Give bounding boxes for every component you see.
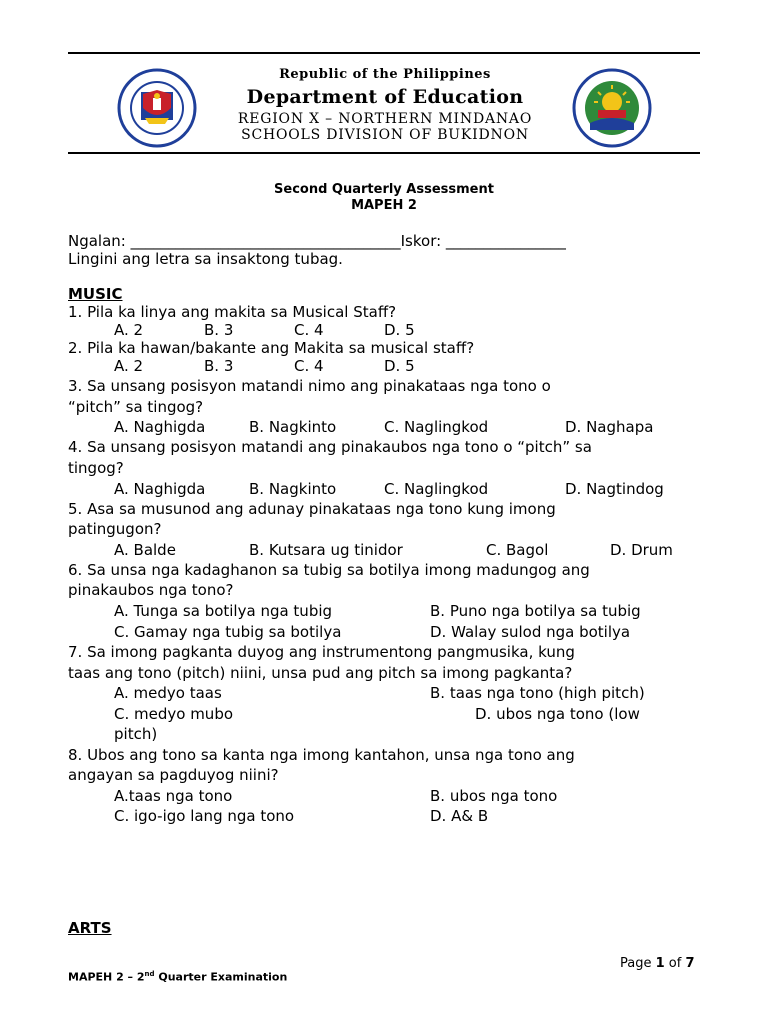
q3-option-d[interactable]: D. Naghapa [565,418,654,436]
q6-option-a[interactable]: A. Tunga sa botilya nga tubig [114,602,333,620]
footer-text-post: Quarter Examination [154,970,288,984]
question-5-line-2: patingugon? [68,520,162,538]
q4-option-d[interactable]: D. Nagtindog [565,480,664,498]
header-department: Department of Education [246,86,524,108]
question-3-line-1: 3. Sa unsang posisyon matandi nimo ang pinakataas nga tono o [68,377,551,395]
score-blank[interactable]: ________________ [445,232,566,250]
page-number: 1 [655,956,665,971]
question-5-line-1: 5. Asa sa musunod ang adunay pinakataas nga tono kung imong [68,500,556,518]
score-label: Iskor: [400,232,446,250]
q2-option-a[interactable]: A. 2 [114,357,144,375]
q3-option-c[interactable]: C. Naglingkod [384,418,489,436]
q2-option-c[interactable]: C. 4 [294,357,324,375]
q3-option-a[interactable]: A. Naghigda [114,418,206,436]
instruction: Lingini ang letra sa insaktong tubag. [68,250,343,268]
q8-option-d[interactable]: D. A& B [430,807,489,825]
q7-option-c[interactable]: C. medyo mubo [114,705,234,723]
footer-text-pre: MAPEH 2 – 2 [68,970,145,984]
q6-option-b[interactable]: B. Puno nga botilya sa tubig [430,602,641,620]
q8-option-b[interactable]: B. ubos nga tono [430,787,558,805]
q4-option-b[interactable]: B. Nagkinto [249,480,337,498]
question-7-line-1: 7. Sa imong pagkanta duyog ang instrumentong pangmusika, kung [68,643,575,661]
header-republic: Republic of the Philippines [279,67,491,82]
q7-option-d[interactable]: D. ubos nga tono (low [475,705,640,723]
header-bottom-rule [68,152,700,154]
question-4-line-1: 4. Sa unsang posisyon matandi ang pinakaubos nga tono o “pitch” sa [68,438,592,456]
q5-option-a[interactable]: A. Balde [114,541,176,559]
question-8-line-2: angayan sa pagduyog niini? [68,766,279,784]
q8-option-a[interactable]: A.taas nga tono [114,787,233,805]
footer-exam-label [68,970,287,984]
of-label: of [664,956,686,971]
question-6-line-2: pinakaubos nga tono? [68,581,234,599]
page-total: 7 [685,956,695,971]
section-arts-heading: ARTS [68,919,112,937]
header-region: REGION X – NORTHERN MINDANAO [237,111,533,127]
q5-option-d[interactable]: D. Drum [610,541,673,559]
bukidnon-division-seal-logo [572,68,652,148]
q7-option-b[interactable]: B. taas nga tono (high pitch) [430,684,645,702]
section-music-heading: MUSIC [68,285,123,303]
name-score-line [68,232,566,251]
question-7-line-2: taas ang tono (pitch) niini, unsa pud ang pitch sa imong pagkanta? [68,664,573,682]
exam-subtitle: MAPEH 2 [351,198,417,213]
question-8-line-1: 8. Ubos ang tono sa kanta nga imong kantahon, unsa nga tono ang [68,746,575,764]
page-counter [620,956,695,971]
deped-seal-logo [117,68,197,148]
q1-option-b[interactable]: B. 3 [204,321,234,339]
header-division: SCHOOLS DIVISION OF BUKIDNON [241,127,529,143]
q1-option-d[interactable]: D. 5 [384,321,415,339]
q7-option-a[interactable]: A. medyo taas [114,684,222,702]
q6-option-c[interactable]: C. Gamay nga tubig sa botilya [114,623,342,641]
question-1: 1. Pila ka linya ang makita sa Musical Staff? [68,303,397,321]
question-6-line-1: 6. Sa unsa nga kadaghanon sa tubig sa botilya imong madungog ang [68,561,590,579]
question-4-line-2: tingog? [68,459,124,477]
name-label: Ngalan: [68,232,131,250]
page-label: Page [620,956,656,971]
q1-option-a[interactable]: A. 2 [114,321,144,339]
q5-option-b[interactable]: B. Kutsara ug tinidor [249,541,403,559]
q2-option-b[interactable]: B. 3 [204,357,234,375]
question-2: 2. Pila ka hawan/bakante ang Makita sa musical staff? [68,339,475,357]
q3-option-b[interactable]: B. Nagkinto [249,418,337,436]
q8-option-c[interactable]: C. igo-igo lang nga tono [114,807,295,825]
name-blank[interactable]: ____________________________________ [130,232,401,250]
exam-title: Second Quarterly Assessment [274,182,494,197]
header-top-rule [68,52,700,54]
q5-option-c[interactable]: C. Bagol [486,541,549,559]
q4-option-a[interactable]: A. Naghigda [114,480,206,498]
q1-option-c[interactable]: C. 4 [294,321,324,339]
q4-option-c[interactable]: C. Naglingkod [384,480,489,498]
q7-option-d-continued: pitch) [114,725,158,743]
q6-option-d[interactable]: D. Walay sulod nga botilya [430,623,631,641]
question-3-line-2: “pitch” sa tingog? [68,398,204,416]
q2-option-d[interactable]: D. 5 [384,357,415,375]
footer-text-sup: nd [144,970,155,978]
